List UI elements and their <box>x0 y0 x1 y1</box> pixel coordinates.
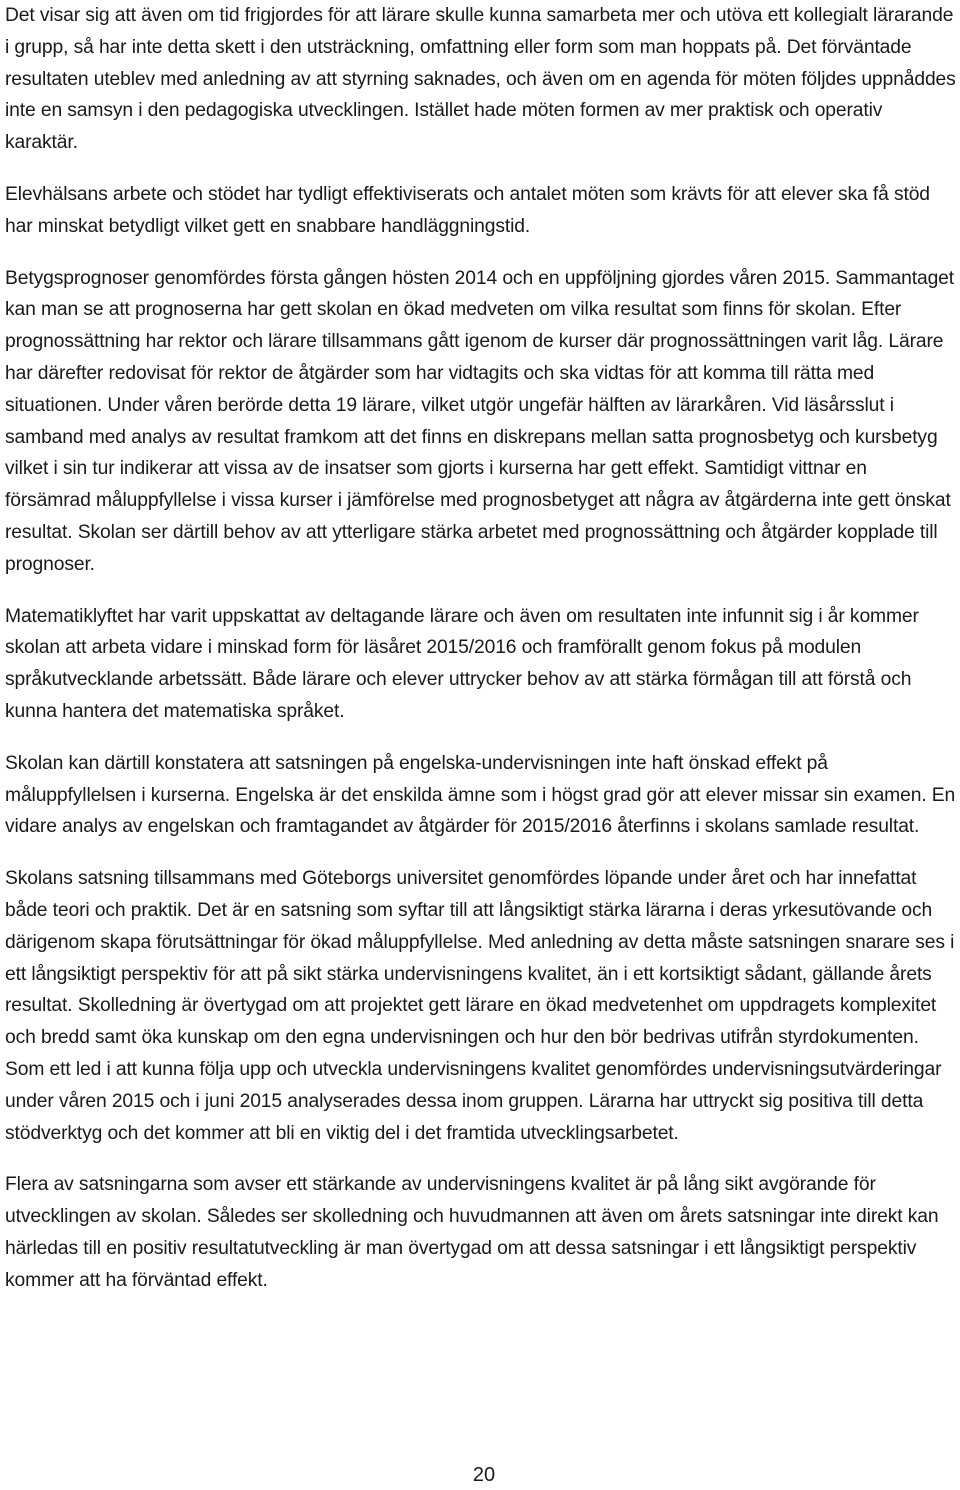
paragraph-collegial-learning: Det visar sig att även om tid frigjordes för att lärare skulle kunna samarbeta mer och utöva ett kollegialt lärarande i grupp, så har inte detta skett i den utsträckning, omfattning eller form som man hoppats på. Det förväntade resultaten uteblev med anledning av att styrning saknades, och även om en agenda för möten följdes uppnåddes inte en samsyn i den pedagogiska utvecklingen. Istället hade möten formen av mer praktisk och operativ karaktär. <box>5 5 956 154</box>
paragraph-student-health: Elevhälsans arbete och stödet har tydligt effektiviserats och antalet möten som krävts för att elever ska få stöd har minskat betydligt vilket gett en snabbare handläggningstid. <box>5 183 930 237</box>
paragraph-english-teaching: Skolan kan därtill konstatera att satsningen på engelska-undervisningen inte haft önskad effekt på måluppfyllelsen i kurserna. Engelska är det enskilda ämne som i högst grad gör att elever missar sin examen. En vidare analys av engelskan och framtagandet av åtgärder för 2015/2016 återfinns i skolans samlade resultat. <box>5 752 956 838</box>
paragraph-university-collaboration: Skolans satsning tillsammans med Göteborgs universitet genomfördes löpande under året och har innefattat både teori och praktik. Det är en satsning som syftar till att långsiktigt stärka lärarna i deras yrkesutövande och därigenom skapa förutsättningar för ökad måluppfyllelse. Med anledning av detta måste satsningen snarare ses i ett långsiktigt perspektiv för att på sikt stärka undervisningens kvalitet, än i ett kortsiktigt sådant, gällande årets resultat. Skolledning är övertygad om att projektet gett lärare en ökad medvetenhet om uppdragets komplexitet och bredd samt öka kunskap om den egna undervisningen och hur den bör bedrivas utifrån styrdokumenten. Som ett led i att kunna följa upp och utveckla undervisningens kvalitet genomfördes undervisningsutvärderingar under våren 2015 och i juni 2015 analyserades dessa inom gruppen. Lärarna har uttryckt sig positiva till detta stödverktyg och det kommer att bli en viktig del i det framtida utvecklingsarbetet. <box>5 868 955 1144</box>
page-number: 20 <box>472 1464 496 1486</box>
paragraph-math-initiative: Matematiklyftet har varit uppskattat av deltagande lärare och även om resultaten inte infunnit sig i år kommer skolan att arbeta vidare i minskad form för läsåret 2015/2016 och framförallt genom fokus på modulen språkutvecklande arbetssätt. Både lärare och elever uttrycker behov av att stärka förmågan till att förstå och kunna hantera det matematiska språket. <box>5 605 919 722</box>
document-page <box>5 0 957 1296</box>
paragraph-grade-forecasts: Betygsprognoser genomfördes första gången hösten 2014 och en uppföljning gjordes våren 2015. Sammantaget kan man se att prognoserna har gett skolan en ökad medveten om vilka resultat som finns för skolan. Efter prognossättning har rektor och lärare tillsammans gått igenom de kurser där prognossättningen varit låg. Lärare har därefter redovisat för rektor de åtgärder som har vidtagits och ska vidtas för att komma till rätta med situationen. Under våren berörde detta 19 lärare, vilket utgör ungefär hälften av lärarkåren. Vid läsårsslut i samband med analys av resultat framkom att det finns en diskrepans mellan satta prognosbetyg och kursbetyg vilket i sin tur indikerar att vissa av de insatser som gjorts i kurserna har gett effekt. Samtidigt vittnar en försämrad måluppfyllelse i vissa kurser i jämförelse med prognosbetyget att några av åtgärderna inte gett önskat resultat. Skolan ser därtill behov av att ytterligare stärka arbetet med prognossättning och åtgärder kopplade till prognoser. <box>5 267 955 575</box>
paragraph-long-term-effects: Flera av satsningarna som avser ett stärkande av undervisningens kvalitet är på lång sikt avgörande för utvecklingen av skolan. Således ser skolledning och huvudmannen att även om årets satsningar inte direkt kan härledas till en positiv resultatutveckling är man övertygad om att dessa satsningar i ett långsiktigt perspektiv kommer att ha förväntad effekt. <box>5 1174 939 1291</box>
